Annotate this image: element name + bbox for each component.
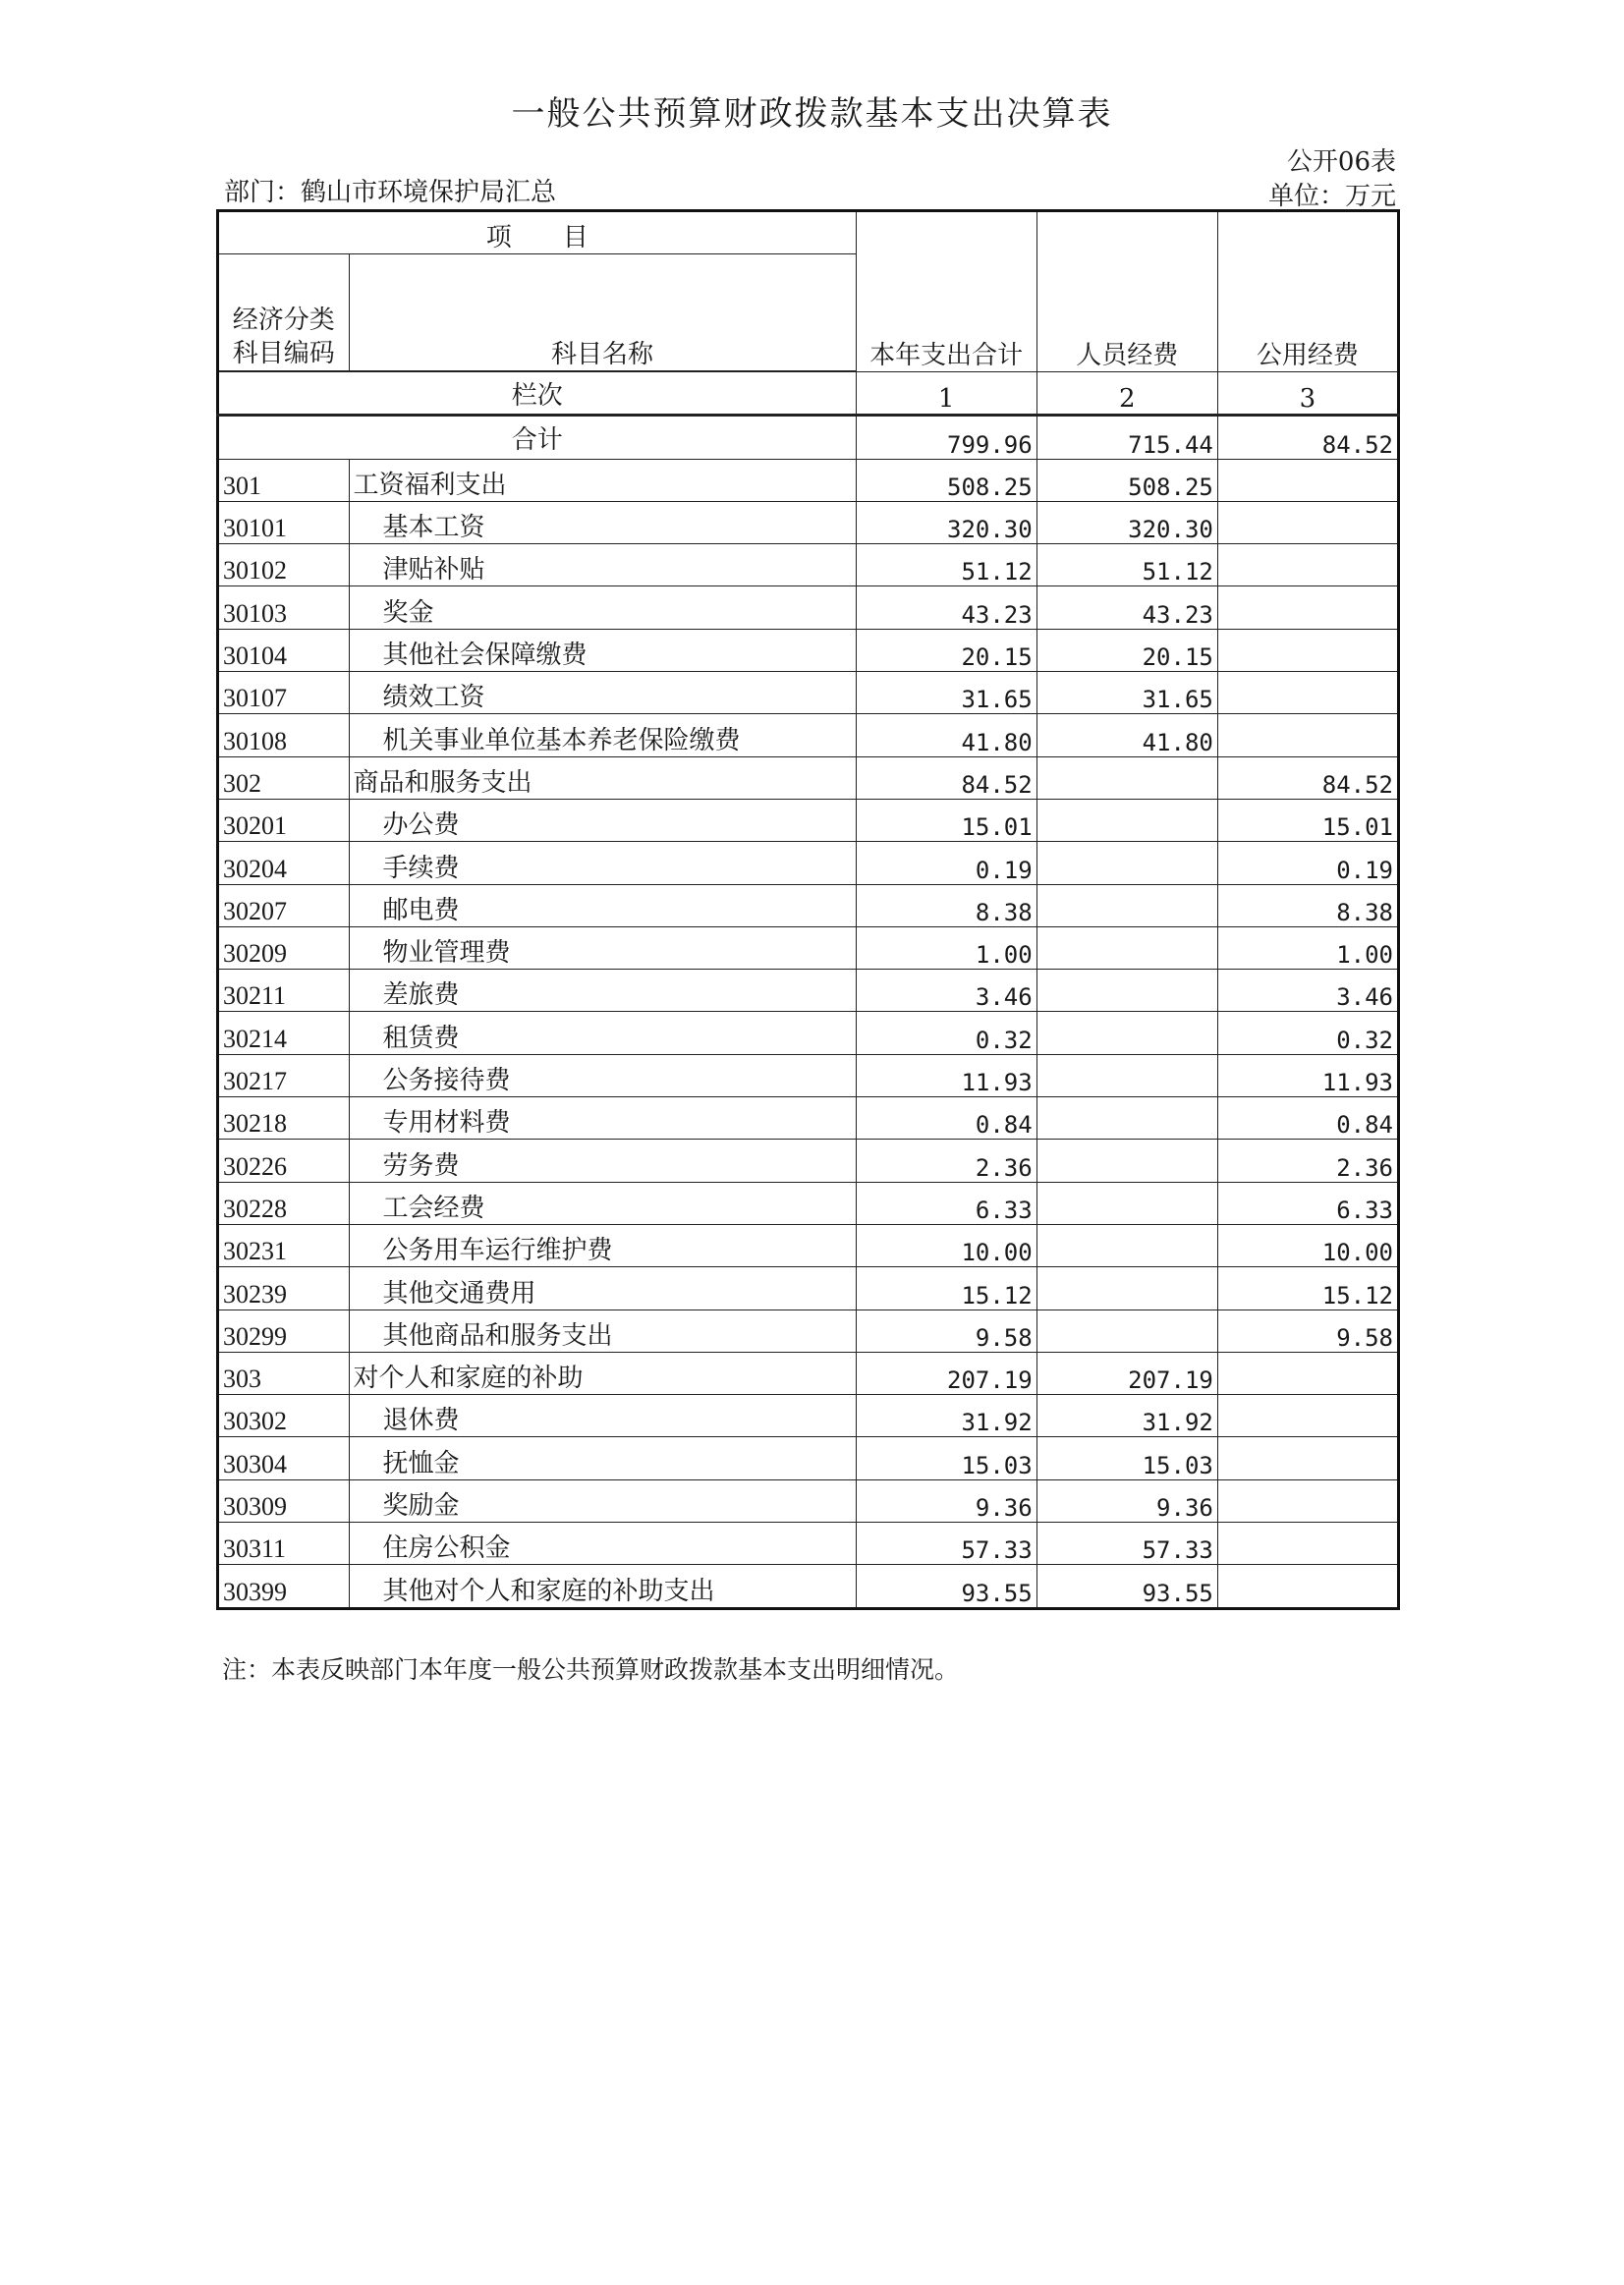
row-name: 绩效工资 (349, 672, 856, 714)
header-xiangmu: 项 目 (218, 211, 857, 254)
row-personnel: 508.25 (1036, 459, 1217, 501)
row-personnel: 207.19 (1036, 1352, 1217, 1394)
row-name: 差旅费 (349, 970, 856, 1012)
table-row (218, 926, 1399, 969)
table-row (218, 501, 1399, 543)
row-name: 其他商品和服务支出 (349, 1310, 856, 1352)
row-personnel (1036, 884, 1217, 926)
row-code: 30399 (218, 1565, 350, 1608)
row-total: 11.93 (856, 1054, 1036, 1096)
row-public (1217, 1565, 1398, 1608)
row-total: 207.19 (856, 1352, 1036, 1394)
row-total: 6.33 (856, 1182, 1036, 1224)
row-name: 手续费 (349, 842, 856, 884)
row-total: 57.33 (856, 1523, 1036, 1565)
row-total: 15.01 (856, 799, 1036, 841)
row-total: 2.36 (856, 1140, 1036, 1182)
row-public: 1.00 (1217, 926, 1398, 969)
row-public (1217, 1479, 1398, 1522)
row-total: 1.00 (856, 926, 1036, 969)
row-name: 抚恤金 (349, 1437, 856, 1479)
row-name: 机关事业单位基本养老保险缴费 (349, 714, 856, 756)
row-total: 41.80 (856, 714, 1036, 756)
row-code: 30201 (218, 799, 350, 841)
row-total: 43.23 (856, 586, 1036, 629)
lanci-col-2: 2 (1036, 372, 1217, 416)
row-name: 其他社会保障缴费 (349, 629, 856, 671)
row-public: 3.46 (1217, 970, 1398, 1012)
table-row (218, 1479, 1399, 1522)
table-row (218, 1097, 1399, 1140)
row-code: 30218 (218, 1097, 350, 1140)
table-row (218, 1267, 1399, 1310)
row-total: 51.12 (856, 544, 1036, 586)
row-name: 工资福利支出 (349, 459, 856, 501)
header-name: 科目名称 (349, 254, 856, 371)
row-public (1217, 1352, 1398, 1394)
row-code: 30311 (218, 1523, 350, 1565)
row-code: 30204 (218, 842, 350, 884)
row-public: 0.19 (1217, 842, 1398, 884)
row-name: 专用材料费 (349, 1097, 856, 1140)
header-total: 本年支出合计 (856, 211, 1036, 372)
table-row (218, 1523, 1399, 1565)
row-personnel (1036, 1267, 1217, 1310)
lanci-col-1: 1 (856, 372, 1036, 416)
row-total: 3.46 (856, 970, 1036, 1012)
total-row (218, 416, 1399, 459)
row-code: 30226 (218, 1140, 350, 1182)
total-sum: 799.96 (856, 416, 1036, 459)
row-public: 11.93 (1217, 1054, 1398, 1096)
table-row (218, 884, 1399, 926)
table-row (218, 1224, 1399, 1266)
row-personnel (1036, 1224, 1217, 1266)
row-name: 邮电费 (349, 884, 856, 926)
row-public: 10.00 (1217, 1224, 1398, 1266)
row-personnel (1036, 842, 1217, 884)
row-code: 30101 (218, 501, 350, 543)
table-row (218, 842, 1399, 884)
row-public (1217, 629, 1398, 671)
table-row (218, 1565, 1399, 1608)
total-label: 合计 (218, 416, 857, 459)
row-code: 30211 (218, 970, 350, 1012)
row-name: 对个人和家庭的补助 (349, 1352, 856, 1394)
lanci-row (218, 372, 1399, 416)
table-row (218, 1054, 1399, 1096)
table-row (218, 1437, 1399, 1479)
row-name: 租赁费 (349, 1012, 856, 1054)
row-code: 30299 (218, 1310, 350, 1352)
table-row (218, 799, 1399, 841)
department-label: 部门：鹤山市环境保护局汇总 (224, 178, 557, 207)
row-total: 20.15 (856, 629, 1036, 671)
row-name: 住房公积金 (349, 1523, 856, 1565)
total-public: 84.52 (1217, 416, 1398, 459)
row-code: 303 (218, 1352, 350, 1394)
row-personnel: 31.92 (1036, 1395, 1217, 1437)
row-personnel (1036, 1012, 1217, 1054)
row-total: 15.12 (856, 1267, 1036, 1310)
header-row (218, 211, 1399, 254)
table-row (218, 459, 1399, 501)
row-code: 30103 (218, 586, 350, 629)
row-code: 30302 (218, 1395, 350, 1437)
row-total: 15.03 (856, 1437, 1036, 1479)
form-number: 公开06表 (1286, 147, 1396, 177)
row-code: 30209 (218, 926, 350, 969)
unit-label: 单位：万元 (1267, 182, 1396, 211)
row-personnel (1036, 926, 1217, 969)
row-personnel (1036, 799, 1217, 841)
row-personnel: 15.03 (1036, 1437, 1217, 1479)
row-personnel: 57.33 (1036, 1523, 1217, 1565)
row-total: 10.00 (856, 1224, 1036, 1266)
row-code: 30217 (218, 1054, 350, 1096)
row-public: 0.84 (1217, 1097, 1398, 1140)
row-total: 320.30 (856, 501, 1036, 543)
row-public (1217, 459, 1398, 501)
row-name: 劳务费 (349, 1140, 856, 1182)
row-public (1217, 501, 1398, 543)
row-public: 15.12 (1217, 1267, 1398, 1310)
table-row (218, 970, 1399, 1012)
row-name: 商品和服务支出 (349, 756, 856, 799)
lanci-col-3: 3 (1217, 372, 1398, 416)
row-personnel: 320.30 (1036, 501, 1217, 543)
row-code: 30104 (218, 629, 350, 671)
row-public (1217, 714, 1398, 756)
row-public (1217, 1523, 1398, 1565)
row-public: 2.36 (1217, 1140, 1398, 1182)
table-row (218, 1310, 1399, 1352)
table-row (218, 586, 1399, 629)
row-name: 工会经费 (349, 1182, 856, 1224)
row-public: 0.32 (1217, 1012, 1398, 1054)
row-name: 奖金 (349, 586, 856, 629)
row-name: 公务接待费 (349, 1054, 856, 1096)
expenditure-table (216, 209, 1400, 1610)
row-code: 30304 (218, 1437, 350, 1479)
row-personnel: 93.55 (1036, 1565, 1217, 1608)
row-personnel: 51.12 (1036, 544, 1217, 586)
row-name: 物业管理费 (349, 926, 856, 969)
table-row (218, 1140, 1399, 1182)
row-total: 508.25 (856, 459, 1036, 501)
row-name: 办公费 (349, 799, 856, 841)
table-row (218, 714, 1399, 756)
row-name: 奖励金 (349, 1479, 856, 1522)
table-row (218, 544, 1399, 586)
row-name: 公务用车运行维护费 (349, 1224, 856, 1266)
row-name: 基本工资 (349, 501, 856, 543)
row-public (1217, 1395, 1398, 1437)
row-total: 0.19 (856, 842, 1036, 884)
header-code: 经济分类 科目编码 (218, 254, 350, 371)
row-public (1217, 672, 1398, 714)
table-row (218, 1352, 1399, 1394)
row-personnel: 41.80 (1036, 714, 1217, 756)
row-code: 301 (218, 459, 350, 501)
footnote: 注：本表反映部门本年度一般公共预算财政拨款基本支出明细情况。 (222, 1655, 960, 1684)
table-row (218, 1395, 1399, 1437)
row-personnel: 9.36 (1036, 1479, 1217, 1522)
row-public: 15.01 (1217, 799, 1398, 841)
row-code: 30207 (218, 884, 350, 926)
row-personnel: 43.23 (1036, 586, 1217, 629)
total-personnel: 715.44 (1036, 416, 1217, 459)
row-total: 93.55 (856, 1565, 1036, 1608)
row-total: 8.38 (856, 884, 1036, 926)
row-code: 302 (218, 756, 350, 799)
row-code: 30239 (218, 1267, 350, 1310)
header-public: 公用经费 (1217, 211, 1398, 372)
row-code: 30309 (218, 1479, 350, 1522)
row-total: 84.52 (856, 756, 1036, 799)
page-title: 一般公共预算财政拨款基本支出决算表 (511, 94, 1113, 134)
row-personnel (1036, 1054, 1217, 1096)
row-code: 30102 (218, 544, 350, 586)
table-row (218, 1182, 1399, 1224)
table-row (218, 756, 1399, 799)
row-public (1217, 544, 1398, 586)
row-personnel: 31.65 (1036, 672, 1217, 714)
row-personnel (1036, 1140, 1217, 1182)
table-row (218, 1012, 1399, 1054)
row-personnel (1036, 1310, 1217, 1352)
row-total: 0.84 (856, 1097, 1036, 1140)
row-code: 30214 (218, 1012, 350, 1054)
row-public: 9.58 (1217, 1310, 1398, 1352)
row-code: 30107 (218, 672, 350, 714)
row-total: 0.32 (856, 1012, 1036, 1054)
row-personnel (1036, 970, 1217, 1012)
table-row (218, 672, 1399, 714)
lanci-label: 栏次 (218, 372, 857, 416)
row-public: 8.38 (1217, 884, 1398, 926)
row-personnel: 20.15 (1036, 629, 1217, 671)
row-personnel (1036, 756, 1217, 799)
row-personnel (1036, 1097, 1217, 1140)
table-row (218, 629, 1399, 671)
row-name: 其他交通费用 (349, 1267, 856, 1310)
row-code: 30108 (218, 714, 350, 756)
header-personnel: 人员经费 (1036, 211, 1217, 372)
row-public: 6.33 (1217, 1182, 1398, 1224)
row-personnel (1036, 1182, 1217, 1224)
row-name: 退休费 (349, 1395, 856, 1437)
row-name: 津贴补贴 (349, 544, 856, 586)
row-code: 30228 (218, 1182, 350, 1224)
row-public (1217, 1437, 1398, 1479)
row-total: 31.65 (856, 672, 1036, 714)
row-code: 30231 (218, 1224, 350, 1266)
row-name: 其他对个人和家庭的补助支出 (349, 1565, 856, 1608)
row-public (1217, 586, 1398, 629)
row-public: 84.52 (1217, 756, 1398, 799)
row-total: 9.36 (856, 1479, 1036, 1522)
row-total: 9.58 (856, 1310, 1036, 1352)
row-total: 31.92 (856, 1395, 1036, 1437)
